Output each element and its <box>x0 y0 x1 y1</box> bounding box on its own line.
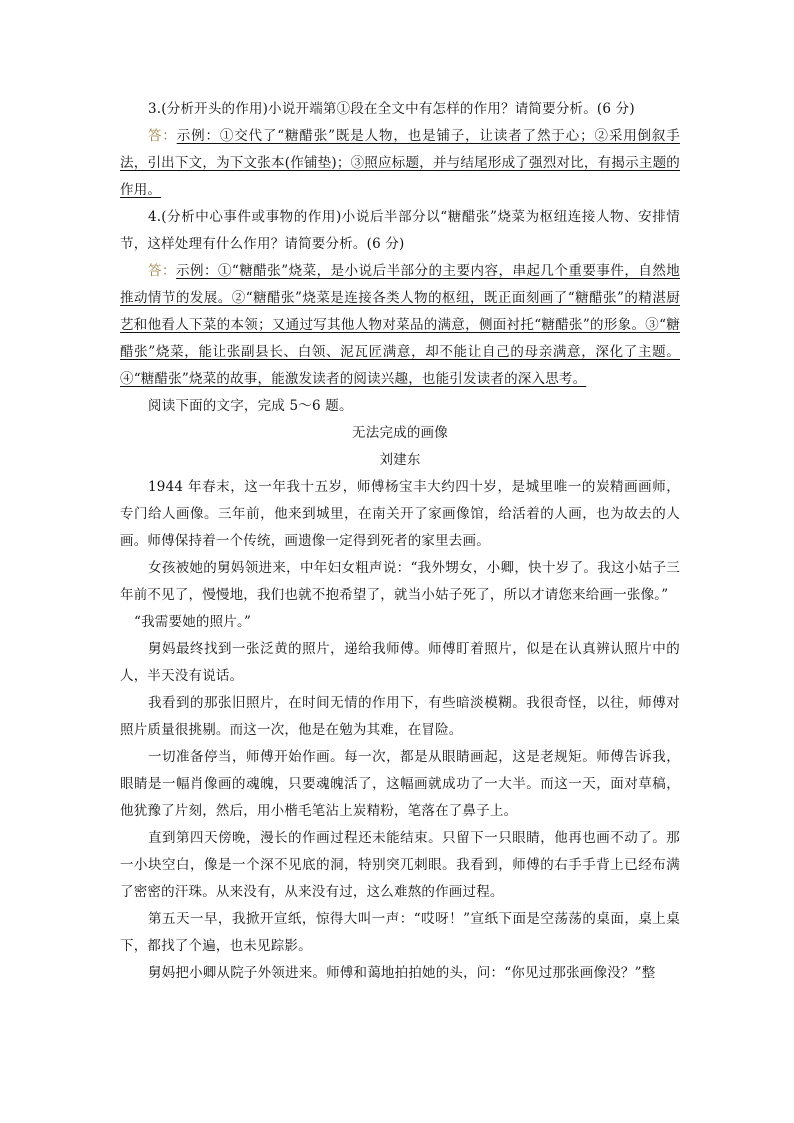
answer-text: 示例：①交代了“糖醋张”既是人物，也是铺子，让读者了然于心；②采用倒叙手法，引出下文，为下文张本(作铺垫)；③照应标题，并与结尾形成了强烈对比，有揭示主题的作用。 <box>120 128 680 198</box>
answer-label: 答： <box>148 128 177 144</box>
story-paragraph: 直到第四天傍晚，漫长的作画过程还未能结束。只留下一只眼睛，他再也画不动了。那一小块空白，像是一个深不见底的洞，特别突兀刺眼。我看到，师傅的右手手背上已经布满了密密的汗珠。从来没有，从来没有过，这么难熬的作画过程。 <box>120 830 680 900</box>
story-paragraph: 1944 年春末，这一年我十五岁，师傅杨宝丰大约四十岁，是城里唯一的炭精画画师，专门给人画像。三年前，他来到城里，在南关开了家画像馆，给活着的人画，也为故去的人画。师傅保持着一个传统，画遗像一定得到死者的家里去画。 <box>120 479 680 549</box>
question-4-stem: 4.(分析中心事件或事物的作用)小说后半部分以“糖醋张”烧菜为枢纽连接人物、安排情节，这样处理有什么作用？请简要分析。(6 分) <box>120 209 680 252</box>
story-paragraph: 一切准备停当，师傅开始作画。每一次，都是从眼睛画起，这是老规矩。师傅告诉我，眼睛是一幅肖像画的魂魄，只要魂魄活了，这幅画就成功了一大半。而这一天，面对草稿，他犹豫了片刻，然后，用小楷毛笔沾上炭精粉，笔落在了鼻子上。 <box>120 749 680 819</box>
reading-instruction: 阅读下面的文字，完成 5～6 题。 <box>148 398 353 414</box>
story-paragraph: 舅妈把小卿从院子外领进来。师傅和蔼地拍拍她的头，问：“你见过那张画像没？”整 <box>148 965 656 981</box>
story-paragraph: 第五天一早，我掀开宣纸，惊得大叫一声：“哎呀！”宣纸下面是空荡荡的桌面，桌上桌下，都找了个遍，也未见踪影。 <box>120 911 680 954</box>
answer-label: 答： <box>148 263 176 279</box>
story-paragraph: “我需要她的照片。” <box>134 614 252 630</box>
document-body <box>120 96 680 987</box>
story-paragraph: 舅妈最终找到一张泛黄的照片，递给我师傅。师傅盯着照片，似是在认真辨认照片中的人，半天没有说话。 <box>120 641 680 684</box>
story-title: 无法完成的画像 <box>352 425 448 441</box>
question-4-answer <box>120 258 680 393</box>
question-3-stem: 3.(分析开头的作用)小说开端第①段在全文中有怎样的作用？请简要分析。(6 分) <box>148 101 635 117</box>
story-paragraph: 我看到的那张旧照片，在时间无情的作用下，有些暗淡模糊。我很奇怪，以往，师傅对照片质量很挑剔。而这一次，他是在勉为其难，在冒险。 <box>120 695 680 738</box>
answer-text: 示例：①“糖醋张”烧菜，是小说后半部分的主要内容，串起几个重要事件，自然地推动情节的发展。②“糖醋张”烧菜是连接各类人物的枢纽，既正面刻画了“糖醋张”的精湛厨艺和他看人下菜的本领；又通过写其他人物对菜品的满意，侧面衬托“糖醋张”的形象。③“糖醋张”烧菜，能让张副县长、白领、泥瓦匠满意，却不能让自己的母亲满意，深化了主题。④“糖醋张”烧菜的故事，能激发读者的阅读兴趣，也能引发读者的深入思考。 <box>120 263 681 387</box>
story-author: 刘建东 <box>379 452 421 468</box>
question-3-answer <box>120 123 680 204</box>
story-paragraph: 女孩被她的舅妈领进来，中年妇女粗声说：“我外甥女，小卿，快十岁了。我这小姑子三年前不见了，慢慢地，我们也就不抱希望了，就当小姑子死了，所以才请您来给画一张像。” <box>120 560 680 603</box>
